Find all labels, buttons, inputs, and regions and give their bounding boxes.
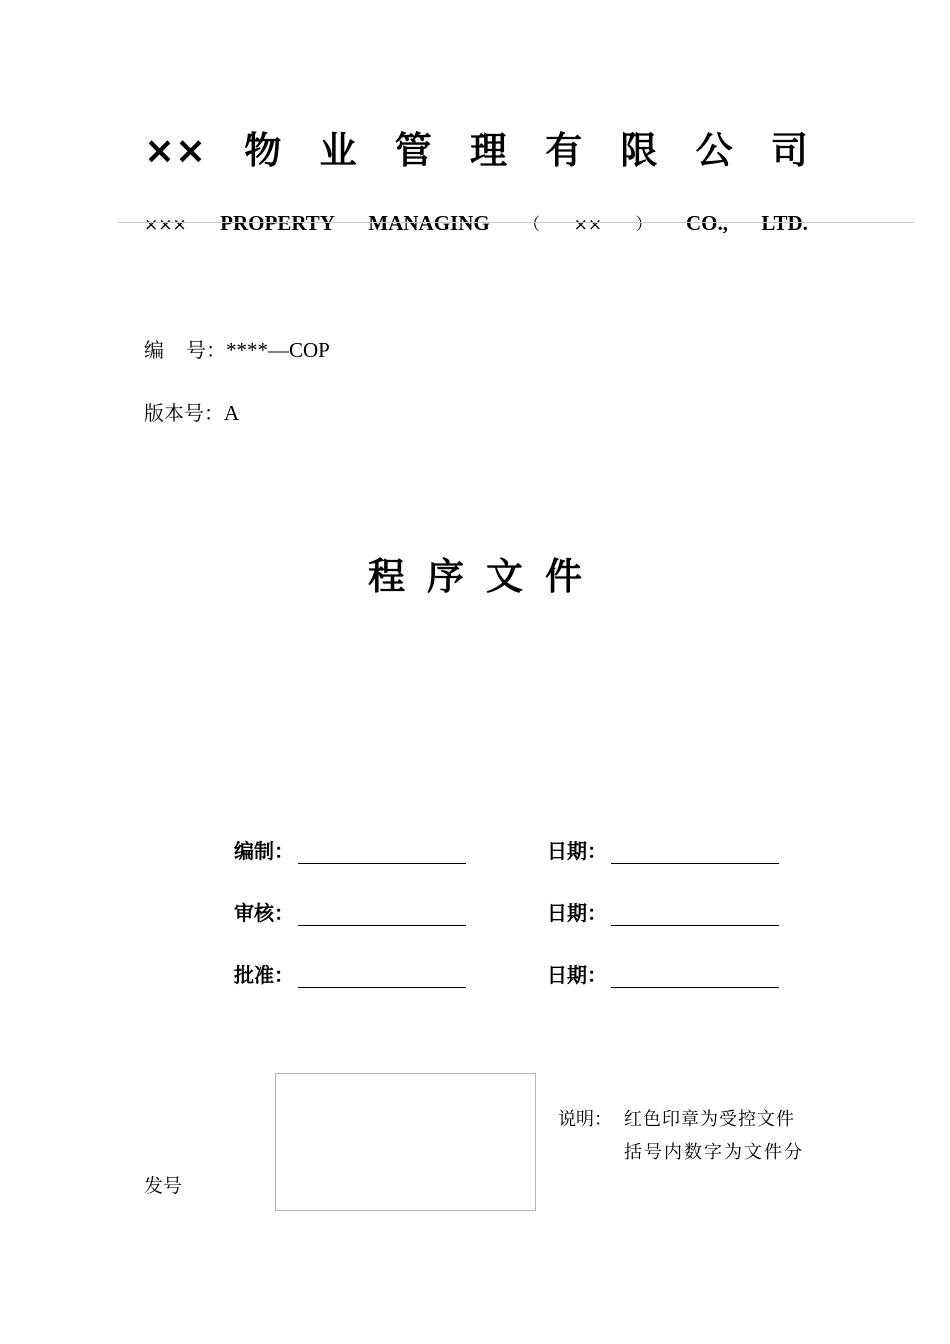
company-name-cn <box>144 126 808 176</box>
company-name-cn-part: ×× <box>144 129 207 172</box>
company-name-en-part: PROPERTY <box>220 211 335 235</box>
company-name-en-part: LTD. <box>761 211 808 235</box>
note-text: 括号内数字为文件分 <box>624 1142 804 1163</box>
prepared-by-line[interactable] <box>298 841 466 864</box>
header-divider <box>118 222 914 223</box>
date-label: 日期： <box>547 963 607 987</box>
document-code-value: ****—COP <box>226 338 330 362</box>
prepared-date-field <box>547 834 779 864</box>
approved-date-field <box>547 958 779 988</box>
company-name-en-part: （ <box>523 215 541 235</box>
version-label: 版本号： <box>144 401 224 425</box>
approved-by-label: 批准： <box>234 963 294 987</box>
company-name-en-part: ） <box>635 215 653 235</box>
date-label: 日期： <box>547 901 607 925</box>
version-number <box>144 399 239 427</box>
reviewed-date-field <box>547 896 779 926</box>
reviewed-date-line[interactable] <box>611 903 779 926</box>
prepared-by-label: 编制： <box>234 839 294 863</box>
document-code-label: 编 <box>144 338 164 362</box>
company-name-cn-part: 物 <box>244 129 282 172</box>
company-name-en-part: MANAGING <box>368 211 490 235</box>
company-name-en-part: ×× <box>573 215 603 235</box>
document-code <box>144 336 330 364</box>
approved-by-field <box>234 958 466 988</box>
company-name-cn-part: 限 <box>620 129 658 172</box>
prepared-date-line[interactable] <box>611 841 779 864</box>
reviewed-by-line[interactable] <box>298 903 466 926</box>
date-label: 日期： <box>547 839 607 863</box>
stamp-box <box>275 1073 536 1211</box>
approved-by-line[interactable] <box>298 965 466 988</box>
company-name-cn-part: 有 <box>545 129 583 172</box>
company-name-en-part: ××× <box>144 215 187 235</box>
company-name-cn-part: 公 <box>695 129 733 172</box>
issue-number-label: 发号 <box>144 1175 183 1197</box>
approved-date-line[interactable] <box>611 965 779 988</box>
document-code-label: 号： <box>186 338 226 362</box>
reviewed-by-label: 审核： <box>234 901 294 925</box>
company-name-cn-part: 理 <box>469 129 507 172</box>
company-name-en <box>144 208 808 240</box>
version-value: A <box>224 401 240 425</box>
note-text: 红色印章为受控文件 <box>624 1109 795 1130</box>
reviewed-by-field <box>234 896 466 926</box>
company-name-cn-part: 业 <box>319 129 357 172</box>
company-name-en-part: CO., <box>685 211 728 235</box>
note-label: 说明： <box>558 1109 612 1130</box>
company-name-cn-part: 管 <box>394 129 432 172</box>
document-title: 程序文件 <box>368 555 604 598</box>
company-name-cn-part: 司 <box>770 129 808 172</box>
prepared-by-field <box>234 834 466 864</box>
